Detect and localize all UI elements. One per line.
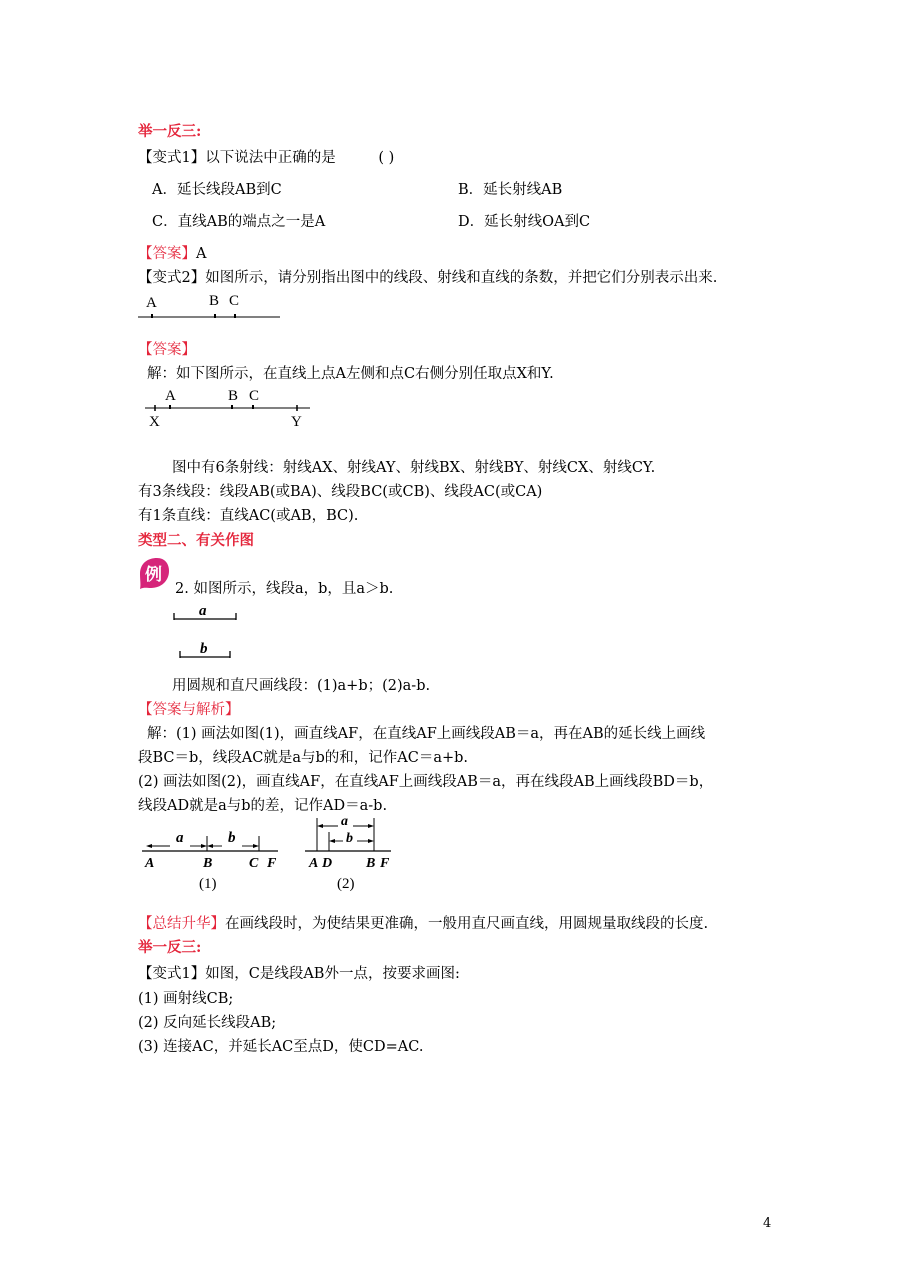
answer-blank: ( ) (378, 150, 395, 166)
point-c-label: C (229, 293, 240, 309)
point-a-label: A (165, 388, 176, 404)
summary-label: 【总结升华】 (138, 916, 225, 932)
segment-b-label: b (200, 641, 208, 657)
solution-1-line-b: 段BC＝b，线段AC就是a与b的和，记作AC＝a+b. (138, 750, 469, 766)
fig1-b-label: b (228, 830, 236, 846)
line-figure-abc (138, 290, 283, 322)
segments-statement: 有3条线段：线段AB(或BA)、线段BC(或CB)、线段AC(或CA) (138, 484, 543, 500)
point-y-label: Y (291, 414, 302, 430)
summary (138, 914, 708, 934)
point-x-label: X (149, 414, 160, 430)
figure-2-difference (305, 812, 395, 892)
example-task: 用圆规和直尺画线段：(1)a+b；(2)a-b. (172, 678, 431, 694)
fig1-a-label: a (176, 830, 184, 846)
option-a: A．延长线段AB到C (152, 182, 282, 198)
variant3-label: 【变式1】 (138, 966, 206, 982)
option-c: C．直线AB的端点之一是A (152, 214, 326, 230)
answer-value: A (196, 246, 207, 262)
point-a-label: A (146, 295, 157, 311)
fig2-point-a: A (309, 856, 319, 871)
variant2-text: 如图所示，请分别指出图中的线段、射线和直线的条数，并把它们分别表示出来. (205, 270, 718, 286)
fig1-point-f: F (267, 856, 277, 871)
fig2-a-label: a (341, 814, 348, 829)
variant3-text: 如图，C是线段AB外一点，按要求画图: (205, 966, 460, 982)
solution-2-line-b: 线段AD就是a与b的差，记作AD＝a-b. (138, 798, 388, 814)
fig1-point-b: B (203, 856, 213, 871)
example-text: 2. 如图所示，线段a，b，且a＞b. (175, 581, 394, 597)
variant1-text: 以下说法中正确的是 (205, 150, 336, 166)
section-heading-1: 举一反三: (138, 123, 202, 140)
example-badge-icon (137, 556, 171, 590)
variant3-question (138, 964, 460, 984)
point-b-label: B (228, 388, 239, 404)
task-item-3: (3) 连接AC，并延长AC至点D，使CD=AC. (138, 1039, 424, 1055)
section-heading-3: 举一反三: (138, 939, 202, 956)
fig2-b-label: b (346, 831, 353, 846)
badge-label: 例 (145, 565, 162, 585)
answer-label: 【答案】 (138, 246, 196, 262)
summary-text: 在画线段时，为使结果更准确，一般用直尺画直线，用圆规量取线段的长度. (225, 916, 709, 932)
fig1-point-a: A (145, 856, 155, 871)
variant1-question (138, 148, 394, 168)
option-d: D．延长射线OA到C (458, 214, 591, 230)
variant2-label: 【变式2】 (138, 270, 206, 286)
figure-1-sum (142, 822, 282, 892)
solution-2-line-a: (2) 画法如图(2)，画直线AF，在直线AF上画线段AB＝a，再在线段AB上画线段BD＝b， (138, 774, 714, 790)
answer-analysis-label: 【答案与解析】 (138, 702, 240, 718)
fig2-point-f: F (380, 856, 390, 871)
variant1-answer (138, 244, 206, 264)
task-item-2: (2) 反向延长线段AB; (138, 1015, 277, 1031)
point-b-label: B (209, 293, 220, 309)
rays-statement: 图中有6条射线：射线AX、射线AY、射线BX、射线BY、射线CX、射线CY. (172, 460, 656, 476)
segments-a-b-figure (172, 600, 244, 664)
point-c-label: C (249, 388, 260, 404)
option-b: B．延长射线AB (458, 182, 563, 198)
variant2-answer-label: 【答案】 (138, 342, 196, 358)
variant2-solution: 解：如下图所示，在直线上点A左侧和点C右侧分别任取点X和Y. (147, 366, 554, 382)
task-item-1: (1) 画射线CB; (138, 991, 234, 1007)
fig2-caption: (2) (337, 876, 355, 892)
lines-statement: 有1条直线：直线AC(或AB，BC). (138, 508, 359, 524)
segment-a-label: a (199, 603, 207, 619)
section-heading-2: 类型二、有关作图 (138, 532, 254, 549)
variant1-label: 【变式1】 (138, 150, 206, 166)
variant2-question (138, 268, 717, 288)
fig2-point-d: D (322, 856, 333, 871)
fig1-caption: (1) (199, 876, 217, 892)
fig2-point-b: B (366, 856, 376, 871)
solution-1-line-a: 解：(1) 画法如图(1)，画直线AF，在直线AF上画线段AB＝a，再在AB的延长线上画线 (147, 726, 706, 742)
page-number: 4 (763, 1216, 772, 1231)
fig1-point-c: C (249, 856, 259, 871)
line-figure-xabcy (145, 386, 315, 431)
